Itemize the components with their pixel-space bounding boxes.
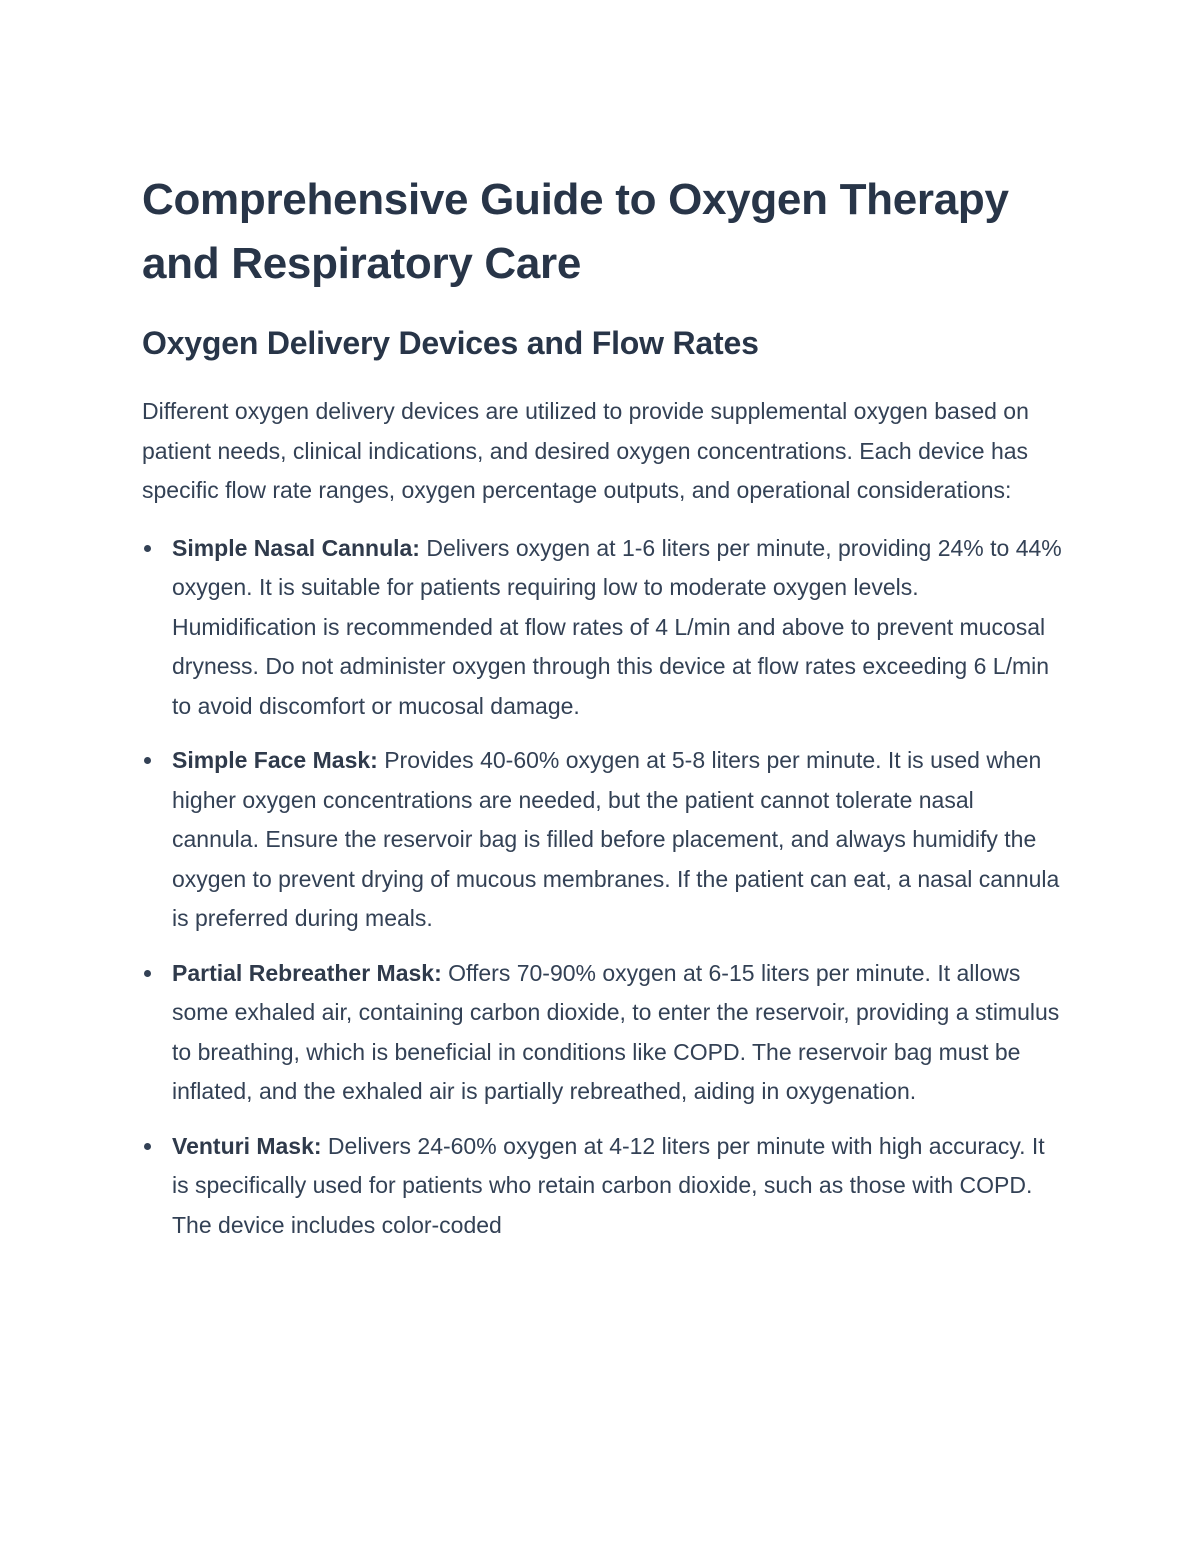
- list-item: [142, 954, 1067, 1112]
- device-name: Partial Rebreather Mask:: [172, 959, 442, 986]
- section-heading: Oxygen Delivery Devices and Flow Rates: [142, 325, 759, 361]
- list-item: [142, 1127, 1067, 1246]
- device-name: Venturi Mask:: [172, 1132, 322, 1159]
- device-name: Simple Face Mask:: [172, 747, 378, 773]
- device-list: [142, 529, 1067, 1246]
- list-item: [142, 529, 1067, 727]
- device-description: Offers 70-90% oxygen at 6-15 liters per minute. It allows some exhaled air, containing carbon dioxide, to enter the reservoir, providing a stimulus to breathing, which is beneficial in conditions like COPD. The reservoir bag must be inflated, and the exhaled air is partially rebreathed, aiding in oxygenation.: [172, 959, 1060, 1104]
- device-description: Provides 40-60% oxygen at 5-8 liters per minute. It is used when higher oxygen concentrations are needed, but the patient cannot tolerate nasal cannula. Ensure the reservoir bag is filled before placement, and always humidify the oxygen to prevent drying of mucous membranes. If the patient can eat, a nasal cannula is preferred during meals.: [172, 747, 1060, 931]
- device-description: Delivers oxygen at 1-6 liters per minute, providing 24% to 44% oxygen. It is suitable for patients requiring low to moderate oxygen levels. Humidification is recommended at flow rates of 4 L/min and above to prevent mucosal dryness. Do not administer oxygen through this device at flow rates exceeding 6 L/min to avoid discomfort or mucosal damage.: [172, 534, 1062, 719]
- document-page: [142, 168, 1067, 1260]
- document-title: Comprehensive Guide to Oxygen Therapy and Respiratory Care: [142, 175, 1009, 288]
- intro-paragraph: Different oxygen delivery devices are utilized to provide supplemental oxygen based on patient needs, clinical indications, and desired oxygen concentrations. Each device has specific flow rate ranges, oxygen percentage outputs, and operational considerations:: [142, 398, 1029, 503]
- bullet-icon: [144, 970, 151, 977]
- device-name: Simple Nasal Cannula:: [172, 534, 420, 561]
- device-description: Delivers 24-60% oxygen at 4-12 liters per minute with high accuracy. It is specifically used for patients who retain carbon dioxide, such as those with COPD. The device includes color-coded: [172, 1132, 1045, 1238]
- bullet-icon: [144, 757, 151, 764]
- list-item: [142, 741, 1067, 939]
- bullet-icon: [144, 545, 151, 552]
- bullet-icon: [144, 1143, 151, 1150]
